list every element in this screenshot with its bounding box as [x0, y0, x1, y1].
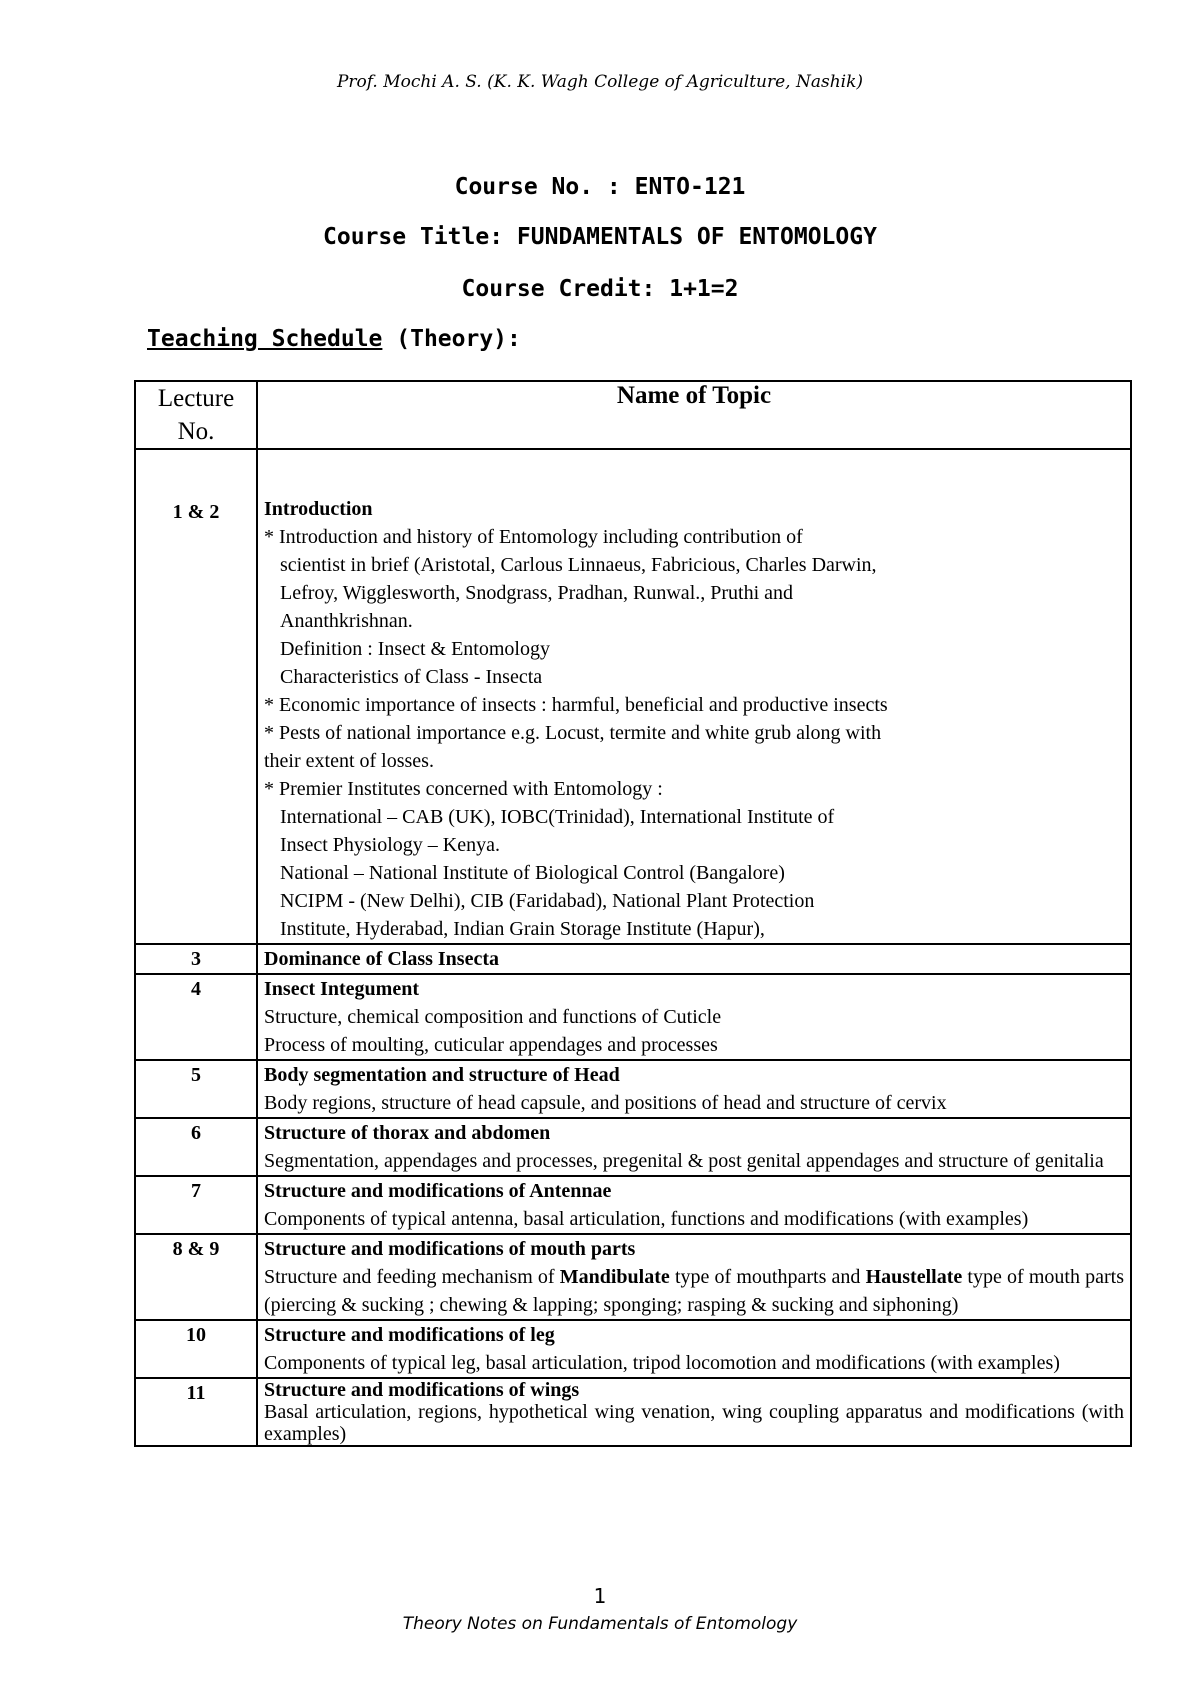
- topic-text: Components of typical antenna, basal articulation, functions and modifications (with examples): [264, 1208, 1029, 1230]
- topic-title: Structure and modifications of wings: [264, 1379, 580, 1401]
- lecture-number: 6: [135, 1118, 257, 1176]
- teaching-schedule-table: [134, 380, 1132, 1447]
- lecture-number: 8 & 9: [135, 1234, 257, 1320]
- topic-title: Body segmentation and structure of Head: [264, 1064, 620, 1086]
- topic-cell: [257, 1060, 1131, 1118]
- lecture-number: 7: [135, 1176, 257, 1234]
- topic-text: Components of typical leg, basal articulation, tripod locomotion and modifications (with examples): [264, 1352, 1060, 1374]
- header-topic: Name of Topic: [257, 381, 1131, 449]
- topic-text: Segmentation, appendages and processes, pregenital & post genital appendages and structure of genitalia: [264, 1150, 1104, 1172]
- schedule-heading-rest: (Theory):: [382, 326, 521, 352]
- topic-line: Lefroy, Wigglesworth, Snodgrass, Pradhan, Runwal., Pruthi and: [280, 582, 794, 604]
- topic-line: scientist in brief (Aristotal, Carlous Linnaeus, Fabricious, Charles Darwin,: [280, 554, 877, 576]
- topic-line: Structure, chemical composition and functions of Cuticle: [264, 1006, 722, 1028]
- topic-text-part: type of mouth parts (piercing & sucking ; chewing & lapping; sponging; rasping & sucking and siphoning): [264, 1266, 1125, 1316]
- topic-line: Characteristics of Class - Insecta: [280, 666, 543, 688]
- table-row: [135, 1060, 1131, 1118]
- course-number: Course No. : ENTO-121: [454, 174, 746, 200]
- topic-line: * Economic importance of insects : harmful, beneficial and productive insects: [264, 694, 888, 716]
- schedule-heading-underlined: Teaching Schedule: [147, 326, 383, 352]
- topic-text: [264, 1263, 1124, 1319]
- topic-cell: [257, 1320, 1131, 1378]
- topic-cell: [257, 1234, 1131, 1320]
- table-row: [135, 1118, 1131, 1176]
- topic-line: * Introduction and history of Entomology including contribution of: [264, 526, 803, 548]
- table-row: [135, 974, 1131, 1060]
- topic-line: National – National Institute of Biological Control (Bangalore): [280, 862, 785, 884]
- table-header-row: [135, 381, 1131, 449]
- topic-cell: [257, 1176, 1131, 1234]
- lecture-number: 5: [135, 1060, 257, 1118]
- topic-title: Structure and modifications of mouth parts: [264, 1238, 636, 1260]
- topic-line: their extent of losses.: [264, 750, 434, 772]
- topic-line: * Premier Institutes concerned with Entomology :: [264, 778, 663, 800]
- topic-title: Dominance of Class Insecta: [264, 948, 499, 970]
- topic-text-part: Structure and feeding mechanism of: [264, 1266, 560, 1288]
- topic-title: Introduction: [264, 498, 373, 520]
- table-row: [135, 1176, 1131, 1234]
- topic-text: Basal articulation, regions, hypothetical wing venation, wing coupling apparatus and modifications (with examples): [264, 1401, 1124, 1445]
- topic-line: Definition : Insect & Entomology: [280, 638, 550, 660]
- topic-text: Body regions, structure of head capsule, and positions of head and structure of cervix: [264, 1092, 947, 1114]
- page-footer: Theory Notes on Fundamentals of Entomology: [402, 1614, 798, 1634]
- topic-cell: [257, 1118, 1131, 1176]
- topic-line: * Pests of national importance e.g. Locust, termite and white grub along with: [264, 722, 882, 744]
- topic-cell: [257, 974, 1131, 1060]
- lecture-number: 3: [135, 944, 257, 974]
- haustellate-term: Haustellate: [865, 1266, 963, 1288]
- table-row: [135, 944, 1131, 974]
- table-row: [135, 1234, 1131, 1320]
- page-header: Prof. Mochi A. S. (K. K. Wagh College of Agriculture, Nashik): [336, 72, 864, 92]
- topic-title: Insect Integument: [264, 978, 419, 1000]
- topic-text-part: type of mouthparts and: [669, 1266, 866, 1288]
- header-lecture-no: Lecture No.: [135, 381, 257, 449]
- course-credit: Course Credit: 1+1=2: [461, 276, 739, 302]
- lecture-number: 1 & 2: [135, 449, 257, 944]
- topic-title: Structure of thorax and abdomen: [264, 1122, 551, 1144]
- table-row: [135, 449, 1131, 944]
- topic-line: Ananthkrishnan.: [280, 610, 413, 632]
- topic-line: Institute, Hyderabad, Indian Grain Storage Institute (Hapur),: [280, 918, 765, 940]
- page-number: 1: [593, 1584, 607, 1608]
- course-title: Course Title: FUNDAMENTALS OF ENTOMOLOGY: [323, 224, 877, 250]
- topic-cell: [257, 1378, 1131, 1446]
- lecture-number: 4: [135, 974, 257, 1060]
- lecture-number: 11: [135, 1378, 257, 1446]
- topic-line: Process of moulting, cuticular appendages and processes: [264, 1034, 718, 1056]
- table-row: [135, 1320, 1131, 1378]
- mandibulate-term: Mandibulate: [559, 1266, 670, 1288]
- topic-title: Structure and modifications of leg: [264, 1324, 555, 1346]
- topic-cell: [257, 944, 1131, 974]
- topic-title: Structure and modifications of Antennae: [264, 1180, 612, 1202]
- topic-cell: [257, 449, 1131, 944]
- topic-line: Insect Physiology – Kenya.: [280, 834, 500, 856]
- lecture-number: 10: [135, 1320, 257, 1378]
- topic-line: NCIPM - (New Delhi), CIB (Faridabad), National Plant Protection: [280, 890, 815, 912]
- table-row: [135, 1378, 1131, 1446]
- topic-line: International – CAB (UK), IOBC(Trinidad), International Institute of: [280, 806, 835, 828]
- schedule-heading: [147, 326, 521, 352]
